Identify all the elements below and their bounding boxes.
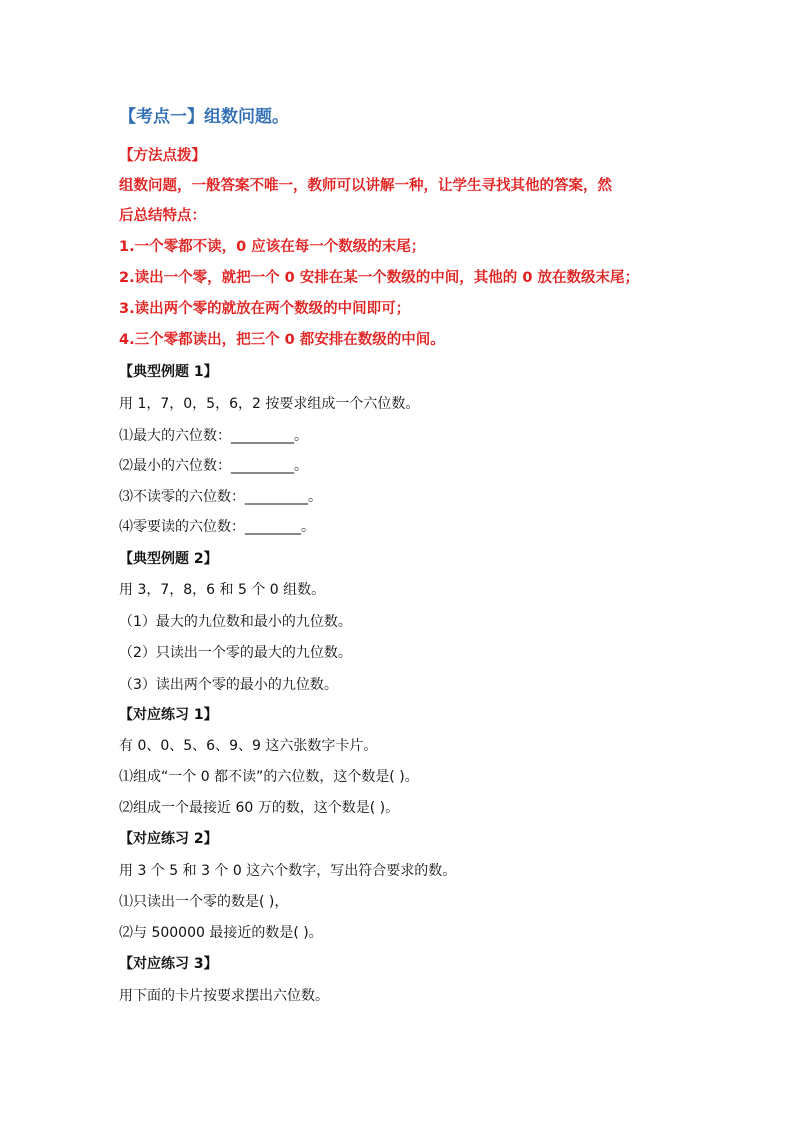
example1-item-3: ⑶不读零的六位数：_________。 (119, 489, 322, 505)
practice1-item-2: ⑵组成一个最接近 60 万的数，这个数是( )。 (119, 800, 400, 816)
method-intro-line-1: 组数问题，一般答案不唯一，教师可以讲解一种，让学生寻找其他的答案，然 (119, 178, 612, 194)
practice2-item-2: ⑵与 500000 最接近的数是( )。 (119, 925, 323, 941)
example1-item-2: ⑵最小的六位数：_________。 (119, 458, 308, 474)
practice2-item-1: ⑴只读出一个零的数是( )， (119, 894, 289, 910)
method-heading: 【方法点拨】 (119, 148, 206, 164)
example1-heading: 【典型例题 1】 (119, 364, 218, 380)
method-point-4: 4.三个零都读出，把三个 0 都安排在数级的中间。 (119, 332, 445, 348)
example1-question: 用 1，7，0，5，6，2 按要求组成一个六位数。 (119, 396, 420, 412)
method-point-1: 1.一个零都不读，0 应该在每一个数级的末尾； (119, 239, 426, 255)
practice3-heading: 【对应练习 3】 (119, 956, 218, 972)
example2-item-3: （3）读出两个零的最小的九位数。 (119, 677, 338, 693)
example2-item-2: （2）只读出一个零的最大的九位数。 (119, 645, 352, 661)
method-point-3: 3.读出两个零的就放在两个数级的中间即可； (119, 301, 411, 317)
example1-item-4: ⑷零要读的六位数：________。 (119, 519, 315, 535)
practice2-heading: 【对应练习 2】 (119, 831, 218, 847)
practice1-question: 有 0、0、5、6、9、9 这六张数字卡片。 (119, 738, 378, 754)
example2-heading: 【典型例题 2】 (119, 551, 218, 567)
method-point-2: 2.读出一个零，就把一个 0 安排在某一个数级的中间，其他的 0 放在数级末尾； (119, 270, 639, 286)
example1-item-1: ⑴最大的六位数：_________。 (119, 428, 308, 444)
example2-item-1: （1）最大的九位数和最小的九位数。 (119, 614, 352, 630)
practice3-question: 用下面的卡片按要求摆出六位数。 (119, 988, 329, 1004)
practice2-question: 用 3 个 5 和 3 个 0 这六个数字，写出符合要求的数。 (119, 863, 457, 879)
example2-question: 用 3，7，8，6 和 5 个 0 组数。 (119, 582, 326, 598)
practice1-heading: 【对应练习 1】 (119, 707, 218, 723)
practice1-item-1: ⑴组成“一个 0 都不读”的六位数，这个数是( )。 (119, 769, 419, 785)
section-title: 【考点一】组数问题。 (119, 107, 289, 127)
method-intro-line-2: 后总结特点： (119, 208, 206, 224)
